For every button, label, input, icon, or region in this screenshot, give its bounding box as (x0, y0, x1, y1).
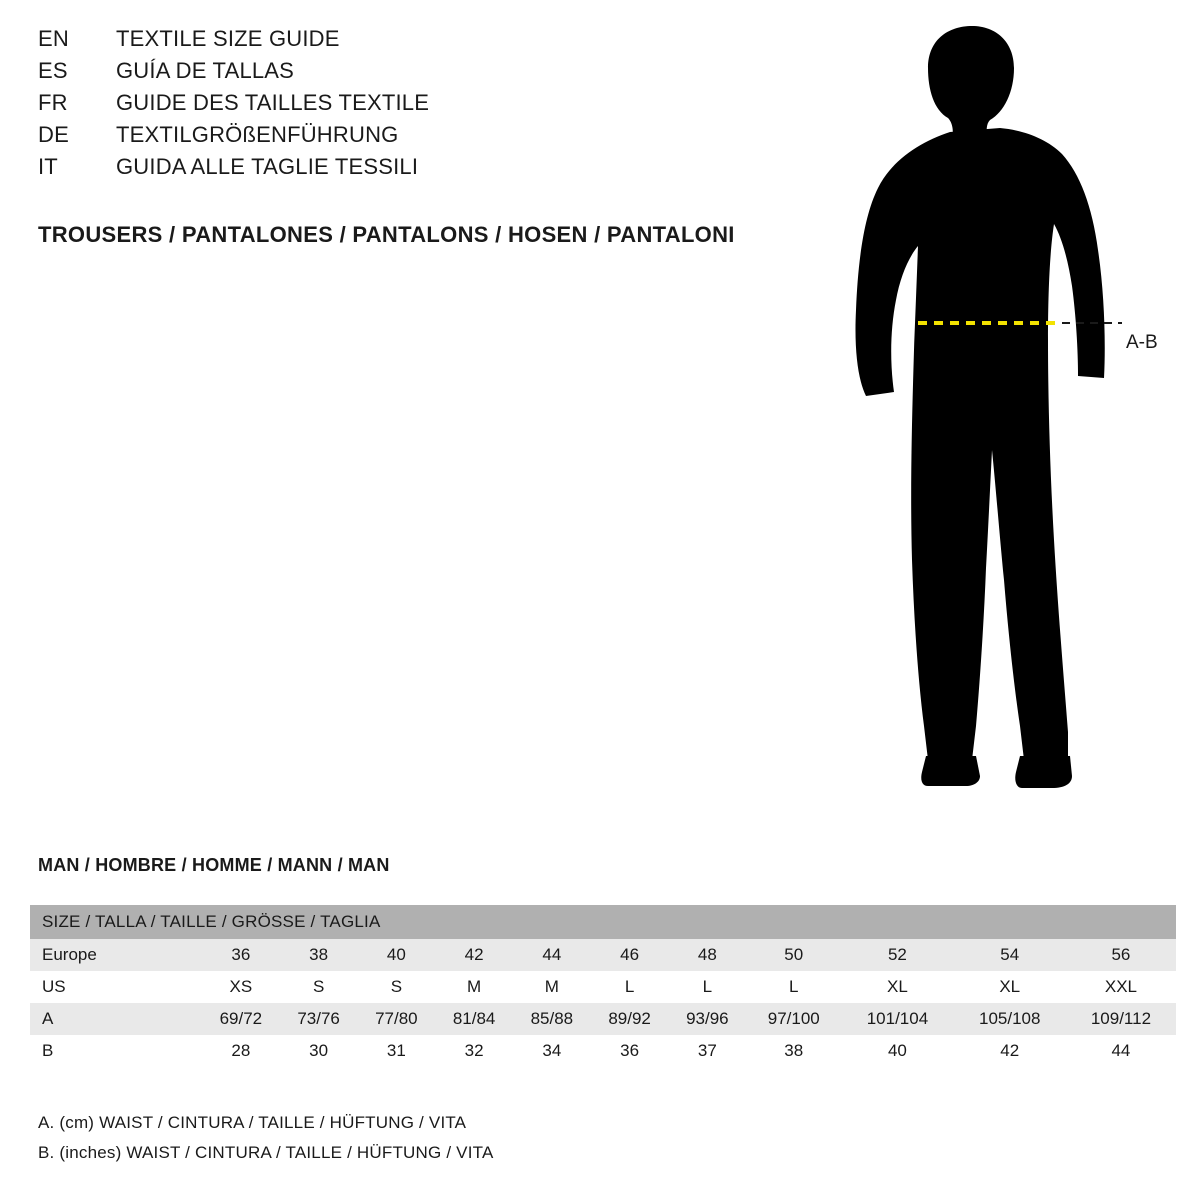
cell-b-2: 31 (386, 1041, 406, 1060)
measure-label-ab: A-B (1126, 332, 1158, 353)
cell-europe-10: 56 (1111, 945, 1131, 964)
cell-europe-7: 50 (784, 945, 804, 964)
language-text-it: GUIDA ALLE TAGLIE TESSILI (116, 154, 419, 179)
language-row-fr (38, 90, 798, 122)
cell-b-9: 42 (1000, 1041, 1020, 1060)
language-code-it: IT (38, 154, 58, 179)
size-table (30, 905, 1176, 1067)
cell-us-6: L (702, 977, 713, 996)
cell-us-2: S (390, 977, 403, 996)
cell-europe-6: 48 (697, 945, 717, 964)
male-silhouette (855, 26, 1104, 788)
cell-a-10: 109/112 (1090, 1009, 1152, 1028)
cell-a-1: 73/76 (297, 1009, 340, 1028)
language-code-fr: FR (38, 90, 68, 115)
cell-us-0: XS (229, 977, 253, 996)
cell-us-8: XL (887, 977, 908, 996)
garment-title: TROUSERS / PANTALONES / PANTALONS / HOSEN / PANTALONI (38, 222, 735, 247)
cell-europe-3: 42 (464, 945, 484, 964)
table-row (30, 971, 1176, 1003)
footnote-a: A. (cm) WAIST / CINTURA / TAILLE / HÜFTUNG / VITA (38, 1113, 467, 1132)
cell-a-2: 77/80 (375, 1009, 418, 1028)
cell-b-1: 30 (309, 1041, 329, 1060)
row-label-b: B (42, 1041, 54, 1060)
cell-a-7: 97/100 (767, 1009, 820, 1028)
language-text-fr: GUIDE DES TAILLES TEXTILE (116, 90, 430, 115)
cell-a-8: 101/104 (866, 1009, 929, 1028)
cell-a-0: 69/72 (219, 1009, 263, 1028)
language-code-es: ES (38, 58, 68, 83)
cell-a-5: 89/92 (608, 1009, 651, 1028)
cell-us-3: M (467, 977, 482, 996)
cell-us-4: M (544, 977, 559, 996)
cell-europe-9: 54 (1000, 945, 1020, 964)
language-list (38, 26, 798, 186)
row-label-a: A (42, 1009, 54, 1028)
cell-b-5: 36 (620, 1041, 640, 1060)
language-text-en: TEXTILE SIZE GUIDE (116, 26, 340, 51)
language-row-it (38, 154, 798, 186)
row-label-us: US (42, 977, 66, 996)
table-row (30, 939, 1176, 971)
cell-europe-0: 36 (231, 945, 251, 964)
cell-b-7: 38 (784, 1041, 804, 1060)
table-header-label: SIZE / TALLA / TAILLE / GRÖSSE / TAGLIA (42, 912, 381, 931)
footnotes (38, 1108, 494, 1168)
cell-b-3: 32 (464, 1041, 484, 1060)
table-header-row (30, 905, 1176, 939)
table-group-title: MAN / HOMBRE / HOMME / MANN / MAN (38, 855, 390, 875)
cell-us-5: L (624, 977, 635, 996)
cell-b-6: 37 (697, 1041, 717, 1060)
table-row (30, 1003, 1176, 1035)
cell-us-7: L (789, 977, 799, 996)
language-row-es (38, 58, 798, 90)
footnote-b: B. (inches) WAIST / CINTURA / TAILLE / HÜFTUNG / VITA (38, 1143, 494, 1162)
language-code-en: EN (38, 26, 69, 51)
cell-europe-5: 46 (620, 945, 640, 964)
language-row-de (38, 122, 798, 154)
cell-a-3: 81/84 (452, 1009, 496, 1028)
language-row-en (38, 26, 798, 58)
cell-b-10: 44 (1111, 1041, 1131, 1060)
cell-a-9: 105/108 (979, 1009, 1041, 1028)
cell-europe-1: 38 (309, 945, 329, 964)
cell-b-0: 28 (231, 1041, 251, 1060)
cell-europe-8: 52 (887, 945, 907, 964)
language-text-es: GUÍA DE TALLAS (116, 58, 295, 83)
cell-europe-4: 44 (542, 945, 562, 964)
cell-europe-2: 40 (386, 945, 406, 964)
cell-us-9: XL (999, 977, 1021, 996)
table-row (30, 1035, 1176, 1067)
cell-b-8: 40 (887, 1041, 907, 1060)
row-label-europe: Europe (42, 945, 97, 964)
cell-a-6: 93/96 (686, 1009, 729, 1028)
figure-illustration (800, 20, 1200, 810)
cell-a-4: 85/88 (530, 1009, 574, 1028)
language-code-de: DE (38, 122, 69, 147)
language-text-de: TEXTILGRÖßENFÜHRUNG (116, 122, 399, 147)
cell-us-1: S (312, 977, 325, 996)
cell-b-4: 34 (542, 1041, 562, 1060)
cell-us-10: XXL (1104, 977, 1137, 996)
